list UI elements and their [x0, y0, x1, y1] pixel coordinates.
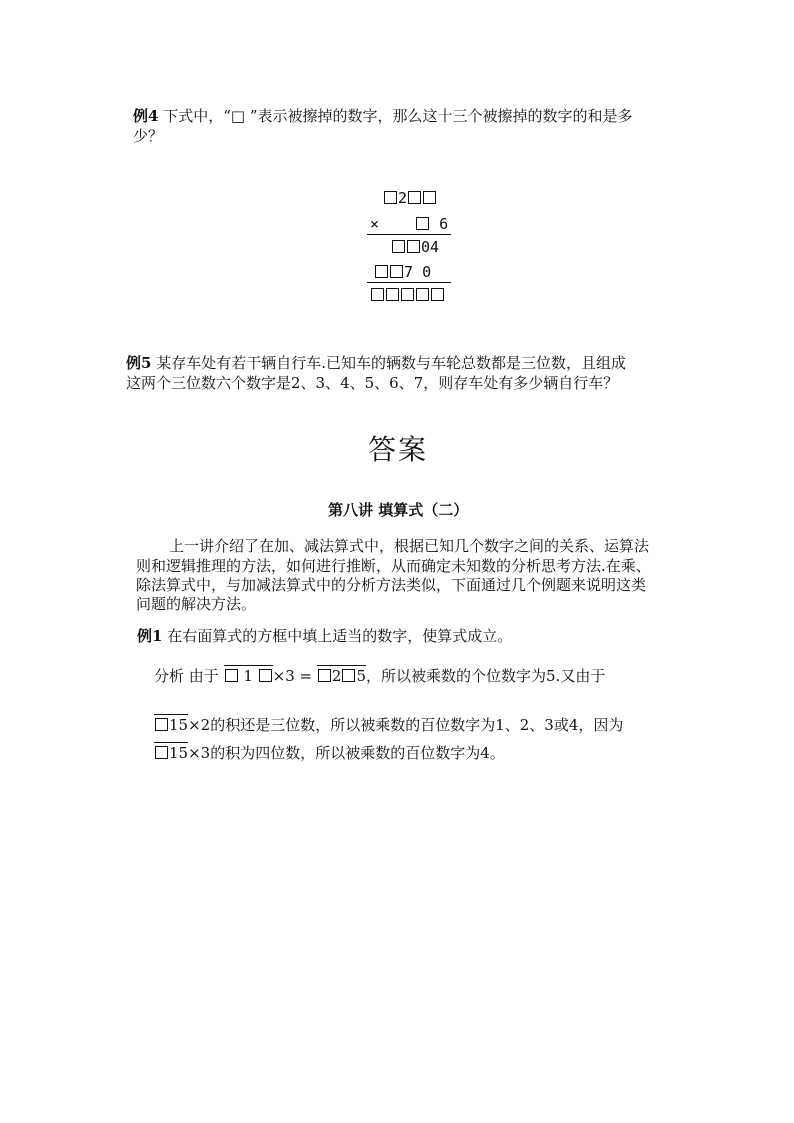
- digit: 6: [439, 215, 449, 233]
- blank-box: [407, 240, 420, 253]
- intro-line-3: 除法算式中，与加减法算式中的分析方法类似，下面通过几个例题来说明这类: [136, 576, 647, 594]
- example-5-label: 例5: [126, 354, 152, 372]
- mult-row-4: [374, 263, 431, 281]
- digit: 2: [398, 189, 408, 207]
- analysis-line-2: [154, 716, 623, 734]
- overlined-number: [154, 714, 188, 734]
- digits: 15: [169, 716, 189, 734]
- mult-row-5: [370, 286, 445, 304]
- example-4-line-1: [133, 107, 633, 125]
- times-sign: ×: [370, 215, 380, 233]
- overlined-multiplicand: [224, 665, 273, 685]
- blank-box: [375, 265, 388, 278]
- mult-rule-2: [367, 282, 451, 283]
- blank-box: [371, 288, 384, 301]
- blank-box: [423, 191, 436, 204]
- analysis-suffix: ，所以被乘数的个位数字为5.又由于: [366, 667, 606, 685]
- digit: 0: [422, 263, 432, 281]
- blank-box: [408, 191, 421, 204]
- blank-box: [384, 191, 397, 204]
- example-1-text: 在右面算式的方框中填上适当的数字，使算式成立。: [167, 627, 513, 645]
- example-4-text-1: 下式中，“□ ”表示被擦掉的数字，那么这十三个被擦掉的数字的和是多: [163, 107, 633, 125]
- digit: 1: [243, 667, 253, 685]
- mult-row-3: [391, 238, 439, 256]
- digits: 15: [169, 744, 189, 762]
- intro-line-1: 上一讲介绍了在加、减法算式中，根据已知几个数字之间的关系、运算法: [169, 537, 650, 555]
- mult-row-1: [383, 189, 437, 207]
- times-three: ×3 =: [272, 667, 313, 685]
- lecture-title: 第八讲 填算式（二）: [328, 501, 469, 519]
- mult-rule-1: [367, 234, 451, 235]
- blank-box: [431, 288, 444, 301]
- mult-row-2: [370, 215, 448, 233]
- example-4-label: 例4: [133, 107, 159, 125]
- analysis-line-3: [154, 744, 505, 762]
- answer-heading: 答案: [368, 433, 429, 466]
- example-1-label: 例1: [137, 627, 163, 645]
- overlined-number: [154, 742, 188, 762]
- blank-box: [318, 669, 331, 682]
- example-5-line-1: [126, 354, 626, 372]
- digit: 0: [421, 238, 431, 256]
- blank-box: [259, 669, 272, 682]
- blank-box: [225, 669, 238, 682]
- blank-box: [155, 718, 168, 731]
- blank-box: [386, 288, 399, 301]
- analysis-line-1: [154, 667, 605, 685]
- analysis-text-3: ×3的积为四位数，所以被乘数的百位数字为4。: [188, 744, 505, 762]
- digit: 2: [331, 667, 342, 685]
- blank-box: [416, 288, 429, 301]
- analysis-text-2: ×2的积还是三位数，所以被乘数的百位数字为1、2、3或4，因为: [188, 716, 624, 734]
- digit: 7: [404, 263, 414, 281]
- blank-box: [390, 265, 403, 278]
- example-4-line-2: 少？: [133, 127, 164, 145]
- blank-box: [416, 217, 429, 230]
- digit: 5: [356, 667, 366, 685]
- blank-box: [342, 669, 355, 682]
- analysis-prefix: 分析 由于: [154, 667, 219, 685]
- intro-line-4: 问题的解决方法。: [136, 595, 257, 613]
- example-5-line-2: 这两个三位数六个数字是2、3、4、5、6、7，则存车处有多少辆自行车？: [126, 374, 619, 392]
- example-5-text-1: 某存车处有若干辆自行车.已知车的辆数与车轮总数都是三位数，且组成: [156, 354, 626, 372]
- blank-box: [392, 240, 405, 253]
- intro-line-2: 则和逻辑推理的方法，如何进行推断，从而确定未知数的分析思考方法.在乘、: [136, 557, 651, 575]
- overlined-product: [317, 665, 366, 685]
- blank-box: [155, 746, 168, 759]
- example-1-line: [137, 627, 512, 645]
- blank-box: [401, 288, 414, 301]
- digit: 4: [430, 238, 440, 256]
